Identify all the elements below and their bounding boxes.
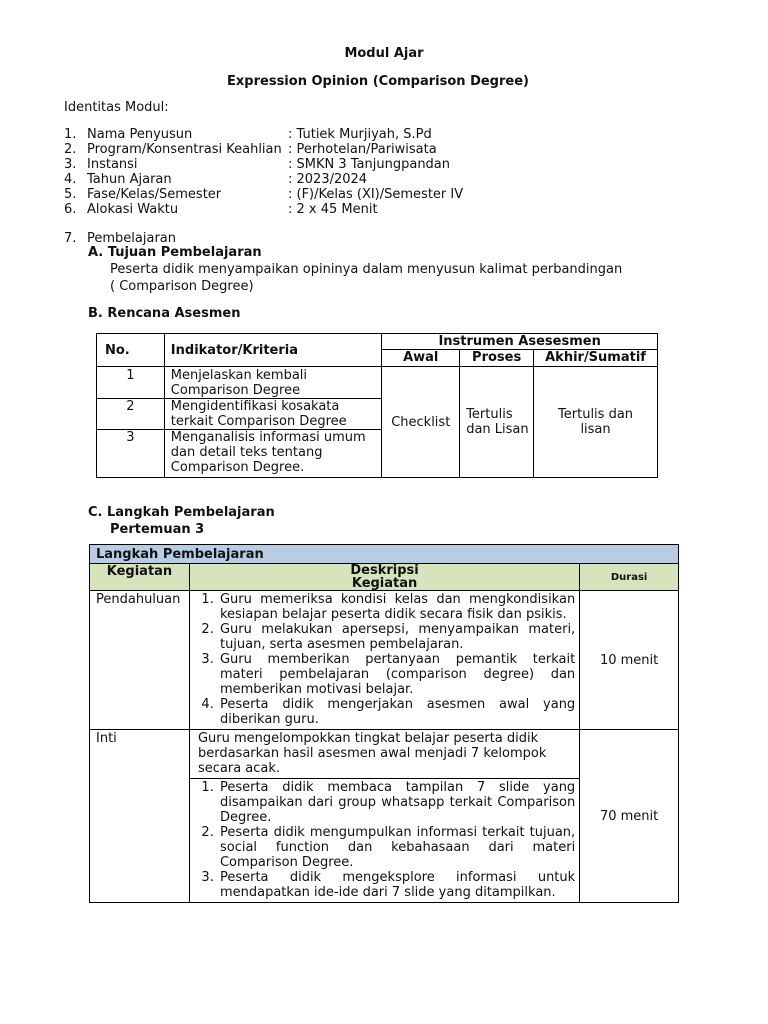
identitas-num: 1. [64,127,77,142]
asesmen-no: 2 [97,399,165,430]
kegiatan-pendahuluan: Pendahuluan [90,591,190,730]
pertemuan-label: Pertemuan 3 [110,522,205,537]
asesmen-no: 3 [97,430,165,478]
identitas-num: 4. [64,172,77,187]
asesmen-proses: Tertulis dan Lisan [460,367,534,478]
identitas-num: 3. [64,157,77,172]
deskripsi-inti [189,730,579,903]
header-kegiatan: Kegiatan [90,564,190,591]
list-item: 1. Guru memeriksa kondisi kelas dan mengkondisikan kesiapan belajar peserta didik secara fisik dan psikis. [218,592,575,622]
identitas-label: Tahun Ajaran [87,172,172,187]
header-deskripsi-line1: Deskripsi [350,563,419,578]
header-durasi: Durasi [580,564,679,591]
asesmen-header-akhir: Akhir/Sumatif [534,350,658,367]
item7-label: Pembelajaran [87,231,176,246]
section-a-text: ( Comparison Degree) [110,279,254,294]
asesmen-header-proses: Proses [460,350,534,367]
identitas-label: Fase/Kelas/Semester [87,187,222,202]
identitas-label: Nama Penyusun [87,127,193,142]
list-item: 3. Guru memberikan pertanyaan pemantik terkait materi pembelajaran (comparison degree) dan memberikan motivasi belajar. [218,652,575,697]
header-deskripsi-line2: Kegiatan [351,576,418,591]
inti-intro: Guru mengelompokkan tingkat belajar peserta didik berdasarkan hasil asesmen awal menjadi 7 kelompok secara acak. [190,730,579,779]
asesmen-header-awal: Awal [382,350,460,367]
table-row [90,591,679,730]
section-b-heading: B. Rencana Asesmen [88,306,241,321]
identitas-value: : Tutiek Murjiyah, S.Pd [288,127,432,142]
section-a-text: Peserta didik menyampaikan opininya dalam menyusun kalimat perbandingan [110,262,623,277]
langkah-table [89,544,679,903]
asesmen-header-instrumen: Instrumen Asesesmen [382,334,658,350]
document-title: Modul Ajar [344,46,424,61]
identitas-label: Instansi [87,157,138,172]
table-row [97,367,658,399]
durasi-pendahuluan: 10 menit [580,591,679,730]
identitas-num: 6. [64,202,77,217]
section-c-heading: C. Langkah Pembelajaran [88,505,275,520]
durasi-inti: 70 menit [580,730,679,903]
deskripsi-pendahuluan [189,591,579,730]
identitas-value: : SMKN 3 Tanjungpandan [288,157,451,172]
asesmen-header-indikator: Indikator/Kriteria [164,334,382,367]
kegiatan-inti: Inti [90,730,190,903]
list-item: 1. Peserta didik membaca tampilan 7 slide yang disampaikan dari group whatsapp terkait Comparison Degree. [218,780,575,825]
asesmen-indikator: Mengidentifikasi kosakata terkait Comparison Degree [164,399,382,430]
list-item: 4. Peserta didik mengerjakan asesmen awal yang diberikan guru. [218,697,575,727]
item7-num: 7. [64,231,77,246]
identitas-label: Program/Konsentrasi Keahlian [87,142,282,157]
identitas-num: 2. [64,142,77,157]
document-subtitle: Expression Opinion (Comparison Degree) [227,74,529,89]
identitas-value: : Perhotelan/Pariwisata [288,142,437,157]
header-deskripsi [189,564,579,591]
identitas-value: : 2 x 45 Menit [288,202,378,217]
asesmen-indikator: Menganalisis informasi umum dan detail teks tentang Comparison Degree. [164,430,382,478]
list-item: 2. Guru melakukan apersepsi, menyampaikan materi, tujuan, serta asesmen pembelajaran. [218,622,575,652]
list-item: 2. Peserta didik mengumpulkan informasi terkait tujuan, social function dan kebahasaan dari materi Comparison Degree. [218,825,575,870]
langkah-table-title: Langkah Pembelajaran [90,545,679,564]
identitas-value: : (F)/Kelas (XI)/Semester IV [288,187,464,202]
identitas-num: 5. [64,187,77,202]
inti-list-container [190,779,579,902]
identitas-value: : 2023/2024 [288,172,368,187]
identitas-heading: Identitas Modul: [64,100,169,115]
section-a-heading: A. Tujuan Pembelajaran [88,245,262,260]
asesmen-table [96,333,658,478]
asesmen-header-no: No. [97,334,165,367]
table-row [90,730,679,903]
asesmen-indikator: Menjelaskan kembali Comparison Degree [164,367,382,399]
list-item: 3. Peserta didik mengeksplore informasi untuk mendapatkan ide-ide dari 7 slide yang ditampilkan. [218,870,575,900]
asesmen-akhir: Tertulis dan lisan [534,367,658,478]
asesmen-awal: Checklist [382,367,460,478]
identitas-label: Alokasi Waktu [87,202,179,217]
asesmen-no: 1 [97,367,165,399]
